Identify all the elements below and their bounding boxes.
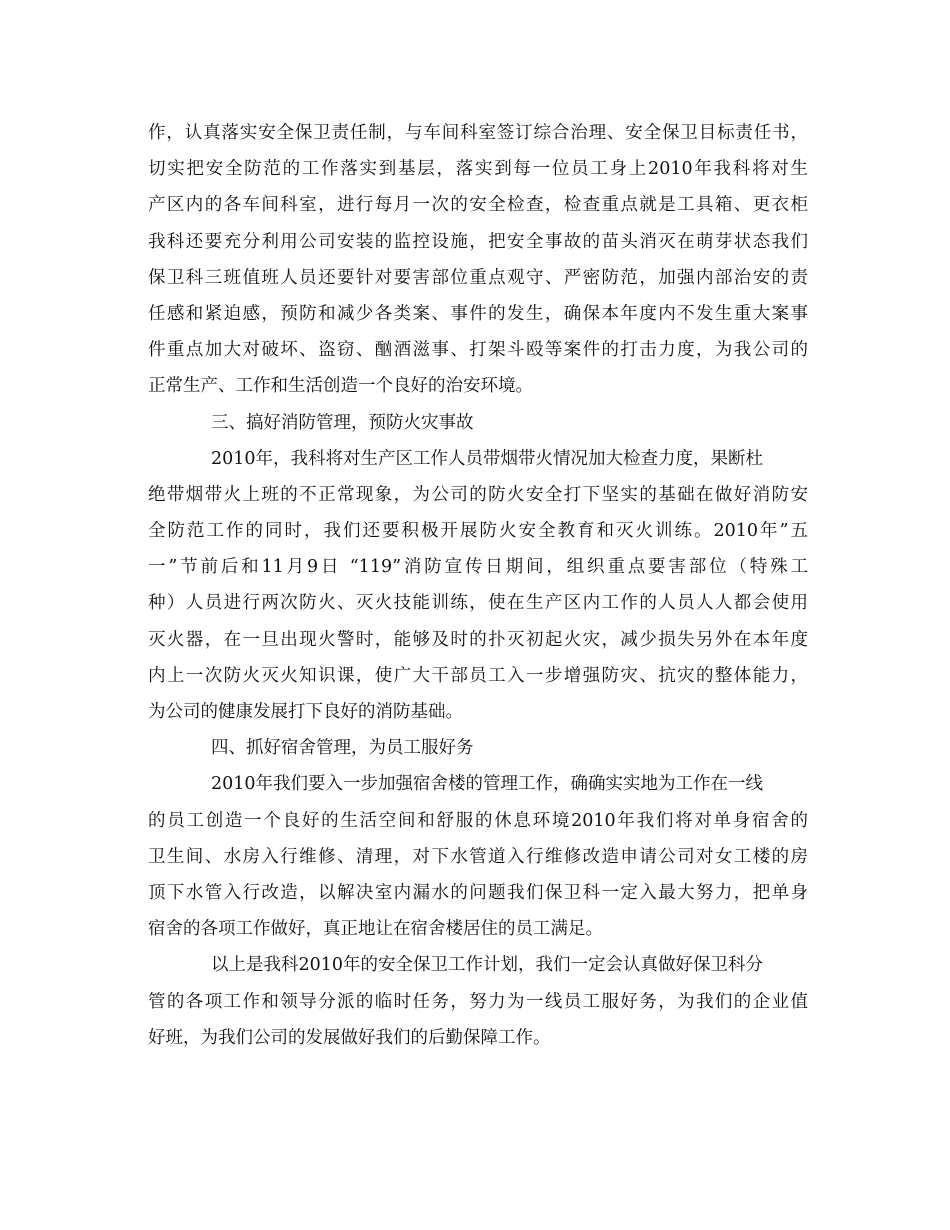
- section-heading: 四、抓好宿舍管理，为员工服好务: [211, 738, 474, 759]
- text-line: 作，认真落实安全保卫责任制，与车间科室签订综合治理、安全保卫目标责任书，: [148, 123, 808, 143]
- text-line: 以上是我科2010年的安全保卫工作计划，我们一定会认真做好保卫科分: [211, 955, 764, 976]
- text-line: 2010年我们要入一步加强宿舍楼的管理工作，确确实实地为工作在一线: [211, 774, 764, 795]
- text-line: 为公司的健康发展打下良好的消防基础。: [148, 702, 463, 722]
- document-body: [148, 115, 808, 1056]
- text-line: 我科还要充分利用公司安装的监控设施，把安全事故的苗头消灭在萌芽状态我们: [148, 231, 808, 252]
- text-line: 一”节前后和11月9日 “119”消防宣传日期间，组织重点要害部位（特殊工: [148, 557, 808, 578]
- text-line: 产区内的各车间科室，进行每月一次的安全检查，检查重点就是工具箱、更衣柜: [148, 195, 808, 216]
- text-line: 切实把安全防范的工作落实到基层，落实到每一位员工身上2010年我科将对生: [148, 159, 808, 180]
- text-line: 2010年，我科将对生产区工作人员带烟带火情况加大检查力度，果断杜: [211, 448, 764, 469]
- text-line: 件重点加大对破坏、盗窃、酗酒滋事、打架斗殴等案件的打击力度，为我公司的: [148, 340, 808, 361]
- text-line: 顶下水管入行改造，以解决室内漏水的问题我们保卫科一定入最大努力，把单身: [148, 882, 808, 903]
- text-line: 管的各项工作和领导分派的临时任务，努力为一线员工服好务，为我们的企业值: [148, 991, 808, 1012]
- text-line: 种）人员进行两次防火、灭火技能训练，使在生产区内工作的人员人人都会使用: [148, 593, 808, 614]
- text-line: 内上一次防火灭火知识课，使广大干部员工入一步增强防灾、抗灾的整体能力，: [148, 665, 808, 686]
- text-line: 卫生间、水房入行维修、清理，对下水管道入行维修改造申请公司对女工楼的房: [148, 846, 808, 867]
- text-line: 正常生产、工作和生活创造一个良好的治安环境。: [148, 376, 533, 397]
- text-line: 保卫科三班值班人员还要针对要害部位重点观守、严密防范，加强内部治安的责: [148, 267, 808, 288]
- text-line: 全防范工作的同时，我们还要积极开展防火安全教育和灭火训练。2010年”五: [148, 521, 808, 542]
- text-line: 宿舍的各项工作做好，真正地让在宿舍楼居住的员工满足。: [148, 919, 603, 940]
- text-line: 绝带烟带火上班的不正常现象，为公司的防火安全打下坚实的基础在做好消防安: [148, 484, 808, 505]
- text-line: 灭火器，在一旦出现火警时，能够及时的扑灭初起火灾，减少损失另外在本年度: [148, 629, 808, 650]
- text-line: 好班，为我们公司的发展做好我们的后勤保障工作。: [148, 1027, 551, 1048]
- text-line: 任感和紧迫感，预防和减少各类案、事件的发生，确保本年度内不发生重大案事: [148, 303, 808, 324]
- section-heading: 三、搞好消防管理，预防火灾事故: [211, 412, 474, 433]
- text-line: 的员工创造一个良好的生活空间和舒服的休息环境2010年我们将对单身宿舍的: [148, 810, 808, 831]
